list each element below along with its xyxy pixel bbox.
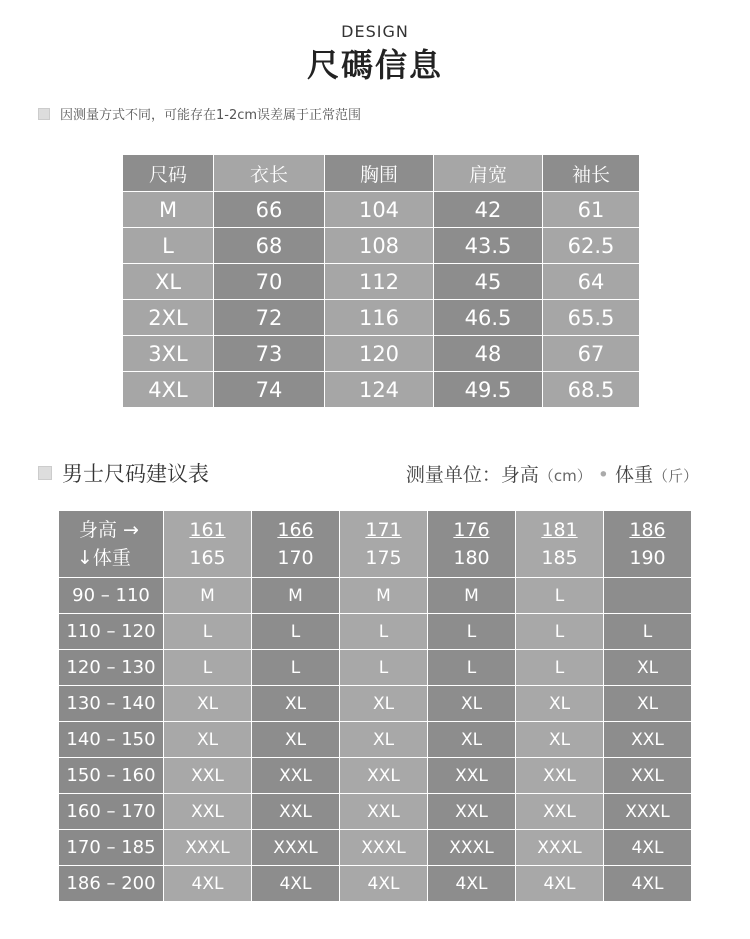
height-range-start: 161 — [189, 519, 226, 541]
size-table-cell: 120 — [325, 336, 434, 372]
height-range-end: 185 — [541, 547, 578, 569]
size-table-cell: 112 — [325, 264, 434, 300]
size-table-cell: 43.5 — [434, 228, 543, 264]
size-recommend-cell: L — [428, 614, 516, 650]
size-table-row — [123, 192, 640, 228]
weight-range-cell: 140 – 150 — [59, 722, 164, 758]
size-table-cell: 66 — [214, 192, 325, 228]
size-recommend-cell: XL — [516, 686, 604, 722]
measurement-note — [38, 104, 361, 123]
size-table-cell: 49.5 — [434, 372, 543, 408]
height-range-cell — [340, 511, 428, 578]
size-recommend-cell: XL — [604, 686, 692, 722]
unit-label: 测量单位：身高 — [405, 464, 539, 486]
recommend-section-title — [38, 458, 209, 488]
size-recommend-cell: L — [164, 614, 252, 650]
height-range-cell — [604, 511, 692, 578]
corner-weight-label: ↓体重 — [77, 547, 131, 569]
recommend-table-row — [59, 686, 692, 722]
page-title: 尺碼信息 — [306, 46, 443, 84]
recommend-table-row — [59, 578, 692, 614]
size-recommend-cell: L — [516, 650, 604, 686]
size-recommend-cell: 4XL — [340, 866, 428, 902]
size-table-cell: 70 — [214, 264, 325, 300]
size-recommend-cell: XXXL — [428, 830, 516, 866]
size-table-cell: 116 — [325, 300, 434, 336]
size-table-cell: 65.5 — [543, 300, 640, 336]
weight-range-cell: 90 – 110 — [59, 578, 164, 614]
size-table-header-cell: 胸围 — [325, 155, 434, 192]
unit-cm: （cm） — [538, 467, 592, 485]
height-range-end: 180 — [453, 547, 490, 569]
size-recommend-cell: XXL — [252, 758, 340, 794]
size-recommend-cell: L — [428, 650, 516, 686]
size-recommend-cell: XL — [252, 686, 340, 722]
size-table-cell: 68 — [214, 228, 325, 264]
size-recommend-cell: M — [428, 578, 516, 614]
size-recommend-cell: XXXL — [340, 830, 428, 866]
corner-height-label: 身高 → — [79, 519, 139, 541]
size-table-cell: 124 — [325, 372, 434, 408]
height-range-end: 190 — [629, 547, 666, 569]
weight-range-cell: 130 – 140 — [59, 686, 164, 722]
design-label: DESIGN — [341, 22, 409, 41]
height-range-end: 170 — [277, 547, 314, 569]
size-table-row — [123, 372, 640, 408]
size-recommend-cell: 4XL — [604, 866, 692, 902]
size-table-cell: XL — [123, 264, 214, 300]
recommend-table-row — [59, 614, 692, 650]
size-recommend-cell: XL — [428, 686, 516, 722]
size-table-cell: 104 — [325, 192, 434, 228]
size-table-row — [123, 300, 640, 336]
size-recommend-cell: 4XL — [516, 866, 604, 902]
size-recommend-cell: XXL — [516, 794, 604, 830]
size-table-cell: 42 — [434, 192, 543, 228]
size-recommend-cell: XL — [340, 722, 428, 758]
height-range-cell — [164, 511, 252, 578]
weight-range-cell: 110 – 120 — [59, 614, 164, 650]
size-recommend-cell: M — [340, 578, 428, 614]
note-text: 因测量方式不同，可能存在1-2cm误差属于正常范围 — [60, 108, 362, 123]
size-table-cell: 67 — [543, 336, 640, 372]
size-table-cell: 73 — [214, 336, 325, 372]
size-table-cell: 46.5 — [434, 300, 543, 336]
height-range-cell — [428, 511, 516, 578]
size-table-cell: 64 — [543, 264, 640, 300]
recommend-table-row — [59, 722, 692, 758]
size-recommend-cell: XXL — [340, 758, 428, 794]
size-table-cell: 62.5 — [543, 228, 640, 264]
size-recommend-cell: M — [252, 578, 340, 614]
size-recommend-cell: XXL — [252, 794, 340, 830]
size-recommend-cell: L — [516, 578, 604, 614]
size-recommend-cell: XXL — [164, 758, 252, 794]
size-recommend-cell: XL — [604, 650, 692, 686]
weight-range-cell: 120 – 130 — [59, 650, 164, 686]
recommend-table-row — [59, 758, 692, 794]
height-range-start: 171 — [365, 519, 402, 541]
size-recommend-cell: L — [252, 650, 340, 686]
unit-jin: （斤） — [652, 467, 698, 485]
size-table-cell: 61 — [543, 192, 640, 228]
size-table-header-cell: 袖长 — [543, 155, 640, 192]
size-table-cell: 74 — [214, 372, 325, 408]
size-recommend-cell: L — [252, 614, 340, 650]
height-range-start: 181 — [541, 519, 578, 541]
size-table-cell: 68.5 — [543, 372, 640, 408]
square-bullet-icon — [38, 108, 50, 120]
size-recommend-cell: XL — [164, 722, 252, 758]
size-recommend-cell: XXL — [516, 758, 604, 794]
size-recommend-cell: 4XL — [164, 866, 252, 902]
recommend-table-header — [59, 511, 692, 578]
size-table-row — [123, 228, 640, 264]
size-table-cell: 72 — [214, 300, 325, 336]
size-recommend-cell: XXXL — [604, 794, 692, 830]
size-table-row — [123, 264, 640, 300]
size-recommend-cell: 4XL — [252, 866, 340, 902]
size-table-cell: 48 — [434, 336, 543, 372]
height-range-end: 165 — [189, 547, 226, 569]
size-table-cell: 3XL — [123, 336, 214, 372]
size-recommend-cell: XXXL — [516, 830, 604, 866]
size-recommend-cell: XL — [340, 686, 428, 722]
size-recommend-cell: 4XL — [428, 866, 516, 902]
size-table-header — [123, 155, 640, 192]
size-recommend-cell: L — [516, 614, 604, 650]
size-recommend-cell: XXL — [428, 794, 516, 830]
size-recommend-cell: XL — [252, 722, 340, 758]
size-recommend-cell: XXL — [340, 794, 428, 830]
size-table-cell: 108 — [325, 228, 434, 264]
size-table-cell: M — [123, 192, 214, 228]
recommend-table-row — [59, 650, 692, 686]
size-recommend-cell: L — [340, 614, 428, 650]
size-table-header-cell: 肩宽 — [434, 155, 543, 192]
size-recommend-cell: XL — [428, 722, 516, 758]
unit-dot: • — [597, 464, 609, 486]
size-recommend-cell: XXL — [604, 722, 692, 758]
size-recommend-cell: M — [164, 578, 252, 614]
size-recommend-cell: L — [340, 650, 428, 686]
size-recommend-cell: XXXL — [252, 830, 340, 866]
recommend-table — [58, 510, 692, 902]
size-recommend-cell: XXL — [428, 758, 516, 794]
table-corner — [59, 511, 164, 578]
size-recommend-cell: XL — [164, 686, 252, 722]
size-table-header-cell: 尺码 — [123, 155, 214, 192]
size-table-cell: 2XL — [123, 300, 214, 336]
weight-range-cell: 160 – 170 — [59, 794, 164, 830]
recommend-title-text: 男士尺码建议表 — [62, 462, 209, 486]
size-table-header-cell: 衣长 — [214, 155, 325, 192]
size-table-cell: L — [123, 228, 214, 264]
recommend-table-row — [59, 866, 692, 902]
recommend-table-row — [59, 830, 692, 866]
height-range-cell — [516, 511, 604, 578]
height-range-start: 186 — [629, 519, 666, 541]
size-recommend-cell — [604, 578, 692, 614]
recommend-table-row — [59, 794, 692, 830]
size-recommend-cell: 4XL — [604, 830, 692, 866]
size-recommend-cell: L — [604, 614, 692, 650]
square-bullet-icon — [38, 466, 52, 480]
size-recommend-cell: XXL — [604, 758, 692, 794]
size-table-cell: 45 — [434, 264, 543, 300]
size-recommend-cell: L — [164, 650, 252, 686]
weight-range-cell: 186 – 200 — [59, 866, 164, 902]
size-table-row — [123, 336, 640, 372]
size-recommend-cell: XXL — [164, 794, 252, 830]
size-recommend-cell: XL — [516, 722, 604, 758]
size-table — [122, 154, 640, 408]
measurement-unit — [406, 460, 698, 487]
height-range-start: 166 — [277, 519, 314, 541]
height-range-start: 176 — [453, 519, 490, 541]
size-table-cell: 4XL — [123, 372, 214, 408]
weight-range-cell: 170 – 185 — [59, 830, 164, 866]
size-recommend-cell: XXXL — [164, 830, 252, 866]
weight-range-cell: 150 – 160 — [59, 758, 164, 794]
unit-weight: 体重 — [614, 464, 653, 486]
height-range-cell — [252, 511, 340, 578]
height-range-end: 175 — [365, 547, 402, 569]
